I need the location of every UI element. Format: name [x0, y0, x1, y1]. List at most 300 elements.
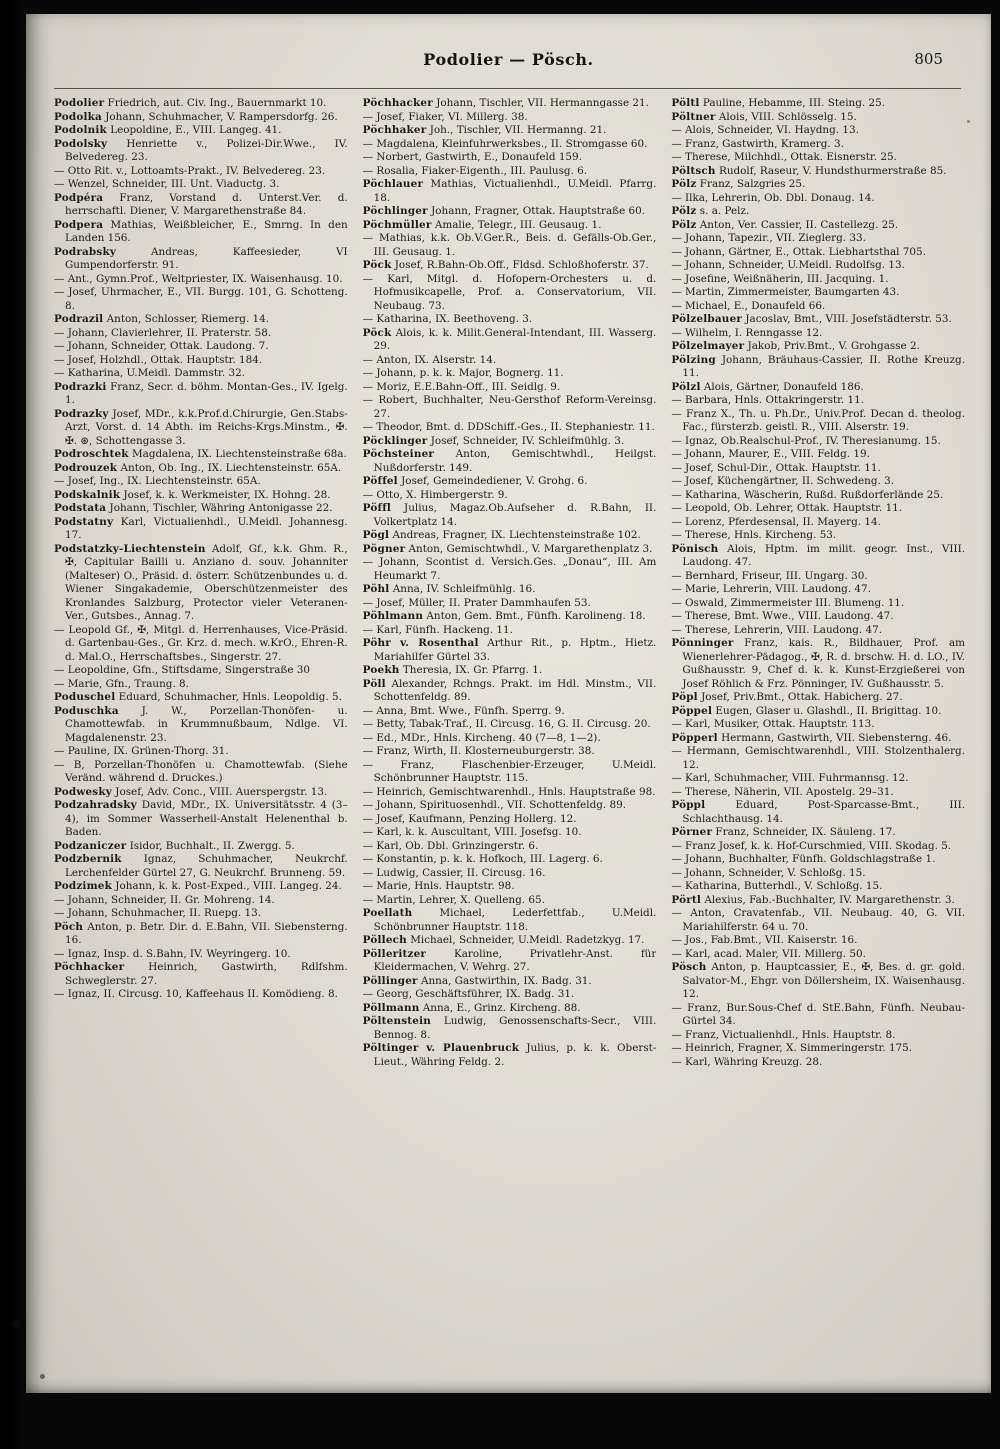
- entry-surname: Podolier: [54, 97, 105, 109]
- entry-dash: —: [362, 394, 374, 406]
- entry-surname: Pöppl: [671, 799, 706, 811]
- entry-surname: Pösch: [671, 961, 707, 973]
- directory-entry: Pöck Alois, k. k. Milit.General-Intendant, III. Wasserg. 29.: [362, 326, 657, 352]
- entry-surname: Pöchlinger: [362, 205, 428, 217]
- directory-entry: Pörtl Alexius, Fab.-Buchhalter, IV. Margarethenstr. 3.: [671, 893, 955, 906]
- directory-entry: — Johann, Schneider, II. Gr. Mohreng. 14.: [54, 893, 275, 906]
- page-number: 805: [914, 50, 943, 68]
- page-title: Podolier — Pösch.: [423, 50, 594, 69]
- directory-entry: — Franz, Victualienhdl., Hnls. Hauptstr. 8.: [671, 1028, 896, 1041]
- directory-entry: — Josef, Küchengärtner, II. Schwedeng. 3.: [671, 475, 895, 487]
- entry-surname: Podolsky: [54, 137, 108, 150]
- entry-surname: Podroschtek: [54, 448, 129, 460]
- entry-surname: Pöch: [54, 920, 84, 933]
- directory-entry: — Karl, Mitgl. d. Hofopern-Orchesters u. d. Hofmusikcapelle, Prof. a. Conservatorium, VII. Neubaug. 73.: [362, 272, 657, 312]
- entry-dash: —: [362, 745, 374, 757]
- directory-entry: — Ignaz, Insp. d. S.Bahn, IV. Weyringerg. 10.: [54, 947, 291, 960]
- directory-entry: — Josef, Schul-Dir., Ottak. Hauptstr. 11.: [671, 461, 881, 474]
- directory-entry: Pösch Anton, p. Hauptcassier, E., ✠, Bes. d. gr. gold. Salvator-M., Ehgr. von Döllersheim, IX. Waisenhausg. 12.: [671, 961, 966, 1000]
- directory-entry: Podstatny Karl, Victualienhdl., U.Meidl. Johannesg. 17.: [54, 515, 348, 541]
- directory-entry: Pölz s. a. Pelz.: [671, 205, 750, 217]
- entry-surname: Pöchlauer: [362, 178, 424, 190]
- directory-entry: — Therese, Bmt. Wwe., VIII. Laudong. 47.: [671, 610, 894, 622]
- entry-surname: Pölzl: [671, 380, 701, 393]
- entry-dash: —: [362, 151, 374, 163]
- directory-entry: — Katharina, Wäscherin, Rußd. Rußdorferlände 25.: [671, 488, 944, 501]
- entry-dash: —: [671, 866, 682, 879]
- directory-entry: — Hermann, Gemischtwarenhdl., VIII. Stolzenthalerg. 12.: [671, 745, 966, 771]
- entry-surname: Pöppel: [671, 704, 713, 717]
- directory-entry: Pöchhaker Joh., Tischler, VII. Hermanng. 21.: [362, 124, 607, 136]
- entry-surname: Pöchhacker: [54, 961, 125, 973]
- entry-surname: Pöffl: [362, 502, 392, 514]
- directory-entry: Pöllmann Anna, E., Grinz. Kircheng. 88.: [362, 1001, 581, 1014]
- directory-entry: Pöpperl Hermann, Gastwirth, VII. Siebensterng. 46.: [671, 731, 952, 744]
- entry-surname: Pöffel: [362, 475, 398, 487]
- entry-dash: —: [671, 880, 682, 892]
- directory-entry: — Anton, IX. Alserstr. 14.: [362, 353, 497, 366]
- entry-dash: —: [671, 1042, 682, 1054]
- entry-surname: Pörtl: [671, 893, 702, 906]
- directory-entry: — Heinrich, Fragner, X. Simmeringerstr. 175.: [671, 1042, 913, 1054]
- entry-dash: —: [671, 583, 682, 595]
- directory-entry: Poduschel Eduard, Schuhmacher, Hnls. Leopoldig. 5.: [54, 691, 342, 703]
- directory-entry: — Karl, Schuhmacher, VIII. Fuhrmannsg. 12.: [671, 772, 909, 784]
- entry-surname: Pöltenstein: [362, 1015, 432, 1027]
- directory-entry: — Robert, Buchhalter, Neu-Gersthof Reform-Vereinsg. 27.: [362, 394, 657, 420]
- scan-artifact: [967, 120, 970, 123]
- directory-entry: — Michael, E., Donaufeld 66.: [671, 299, 826, 312]
- directory-entry: Podrazky Josef, MDr., k.k.Prof.d.Chirurgie, Gen.Stabs-Arzt, Vorst. d. 14 Abth. im Reichs-Krgs.Minstm., ✠. ✠. ⊛, Schottengasse 3.: [54, 407, 348, 447]
- entry-dash: —: [671, 137, 682, 150]
- entry-dash: —: [362, 421, 374, 433]
- directory-entry: Pöll Alexander, Rchngs. Prakt. im Hdl. Minstm., VII. Schottenfeldg. 89.: [362, 677, 657, 703]
- entry-surname: Poduschel: [54, 691, 116, 703]
- entry-surname: Pölzelmayer: [671, 340, 745, 352]
- entry-surname: Podzbernik: [54, 853, 122, 865]
- directory-entry: Pölzl Alois, Gärtner, Donaufeld 186.: [671, 380, 864, 393]
- directory-entry: Poellath Michael, Lederfettfab., U.Meidl. Schönbrunner Hauptstr. 118.: [362, 907, 657, 933]
- directory-entry: — Norbert, Gastwirth, E., Donaufeld 159.: [362, 151, 582, 163]
- directory-entry: Pöllech Michael, Schneider, U.Meidl. Radetzkyg. 17.: [362, 934, 645, 946]
- entry-dash: —: [671, 515, 682, 528]
- entry-surname: Pölz: [671, 205, 697, 217]
- entry-dash: —: [362, 839, 374, 852]
- entry-dash: —: [362, 164, 374, 177]
- entry-surname: Pönninger: [671, 637, 734, 649]
- directory-entry: Pögner Anton, Gemischtwhdl., V. Margarethenplatz 3.: [362, 542, 653, 555]
- directory-entry: Podstatzky-Liechtenstein Adolf, Gf., k.k. Ghm. R., ✠, Capitular Bailli u. Anziano d. souv. Johanniter (Malteser) O., Präsid. d. österr. Schützenbundes u. d. Wiener Singakademie, Oberschützenmeister des Kronlandes Salzburg, Protector vieler Veteranen-Ver., Gutsbes., Annag. 7.: [54, 542, 348, 622]
- entry-surname: Pöll: [362, 677, 386, 690]
- directory-entry: — Karl, acad. Maler, VII. Millerg. 50.: [671, 947, 866, 960]
- directory-columns: [26, 89, 991, 1357]
- entry-dash: —: [671, 947, 682, 960]
- entry-dash: —: [671, 745, 682, 757]
- directory-entry: — Karl, Währing Kreuzg. 28.: [671, 1055, 823, 1068]
- paper-page: [26, 14, 991, 1393]
- entry-dash: —: [362, 988, 374, 1000]
- entry-surname: Podrouzek: [54, 461, 118, 474]
- directory-entry: — Franz X., Th. u. Ph.Dr., Univ.Prof. Decan d. theolog. Fac., fürsterzb. geistl. R., VIII. Alserstr. 19.: [671, 407, 966, 433]
- directory-entry: Pönninger Franz, kais. R., Bildhauer, Prof. am Wienerlehrer-Pädagog., ✠, R. d. brschw. H. d. LO., IV. Gußhausstr. 9, Chef d. k. k. Kunst-Erzgießerei von Josef Röhlich & Frz. Pönninger, IV. Gußhausstr. 5.: [671, 637, 966, 690]
- entry-surname: Pöpperl: [671, 731, 718, 744]
- directory-entry: — Ignaz, II. Circusg. 10, Kaffeehaus II. Komödieng. 8.: [54, 988, 338, 1000]
- directory-entry: Podskalnik Josef, k. k. Werkmeister, IX. Hohng. 28.: [54, 488, 331, 501]
- directory-entry: — Barbara, Hnls. Ottakringerstr. 11.: [671, 394, 865, 406]
- entry-surname: Pölz: [671, 178, 697, 190]
- entry-surname: Podrazki: [54, 380, 107, 393]
- entry-surname: Podrabsky: [54, 245, 117, 258]
- directory-entry: — Josef, Ing., IX. Liechtensteinstr. 65A.: [54, 475, 261, 487]
- entry-dash: —: [54, 677, 65, 690]
- entry-surname: Pöchmüller: [362, 218, 432, 231]
- directory-entry: — Marie, Hnls. Hauptstr. 98.: [362, 880, 515, 892]
- directory-entry: — Pauline, IX. Grünen-Thorg. 31.: [54, 745, 229, 757]
- directory-entry: — Marie, Lehrerin, VIII. Laudong. 47.: [671, 583, 871, 595]
- entry-surname: Poduschka: [54, 704, 119, 717]
- entry-surname: Pöllinger: [362, 974, 418, 987]
- directory-entry: Poduschka J. W., Porzellan-Thonöfen- u. Chamottewfab. in Krummnußbaum, Ndlge. VI. Magdalenenstr. 23.: [54, 704, 348, 744]
- directory-entry: Pöcklinger Josef, Schneider, IV. Schleifmühlg. 3.: [362, 434, 625, 447]
- book-spine-shadow: [0, 0, 26, 1449]
- entry-surname: Pöllech: [362, 934, 407, 946]
- entry-dash: —: [54, 353, 65, 366]
- directory-entry: Podroschtek Magdalena, IX. Liechtensteinstraße 68a.: [54, 448, 347, 460]
- entry-dash: —: [671, 623, 682, 636]
- entry-dash: —: [671, 299, 682, 312]
- entry-dash: —: [362, 812, 374, 825]
- entry-surname: Pöchhacker: [362, 97, 433, 109]
- entry-surname: Pögl: [362, 529, 390, 541]
- directory-entry: Podpéra Franz, Vorstand d. Unterst.Ver. d. herrschaftl. Diener, V. Margarethenstraße 84.: [54, 191, 348, 217]
- directory-entry: — B, Porzellan-Thonöfen u. Chamottewfab. (Siehe Veränd. während d. Druckes.): [54, 758, 348, 784]
- directory-entry: Pöltner Alois, VIII. Schlösselg. 15.: [671, 110, 857, 123]
- directory-entry: — Johann, Scontist d. Versich.Ges. „Donau“, III. Am Heumarkt 7.: [362, 556, 657, 582]
- directory-entry: — Ant., Gymn.Prof., Weltpriester, IX. Waisenhausg. 10.: [54, 272, 343, 285]
- entry-dash: —: [671, 785, 682, 798]
- directory-entry: — Johann, Schneider, V. Schloßg. 15.: [671, 866, 866, 879]
- entry-dash: —: [362, 826, 374, 838]
- entry-dash: —: [54, 178, 65, 190]
- entry-surname: Pöltner: [671, 110, 716, 123]
- directory-entry: Podwesky Josef, Adv. Conc., VIII. Auerspergstr. 13.: [54, 785, 328, 798]
- directory-entry: Pölzing Johann, Bräuhaus-Cassier, II. Rothe Kreuzg. 11.: [671, 353, 966, 379]
- directory-entry: Pölleritzer Karoline, Privatlehr-Anst. für Kleidermachen, V. Wehrg. 27.: [362, 947, 657, 973]
- entry-surname: Podrazil: [54, 313, 104, 325]
- directory-entry: — Josef, Uhrmacher, E., VII. Burgg. 101, G. Schotteng. 8.: [54, 286, 348, 312]
- directory-entry: — Rosalia, Fiaker-Eigenth., III. Paulusg. 6.: [362, 164, 588, 177]
- directory-entry: — Franz Josef, k. k. Hof-Curschmied, VIII. Skodag. 5.: [671, 839, 952, 852]
- entry-dash: —: [54, 988, 65, 1000]
- directory-entry: — Johann, Tapezir., VII. Zieglerg. 33.: [671, 232, 866, 244]
- entry-surname: Podwesky: [54, 785, 112, 798]
- directory-entry: Pöchmüller Amalie, Telegr., III. Geusaug. 1.: [362, 218, 602, 231]
- directory-entry: Podolnik Leopoldine, E., VIII. Langeg. 41.: [54, 124, 282, 136]
- entry-dash: —: [671, 718, 682, 730]
- entry-surname: Pölzelbauer: [671, 313, 743, 325]
- directory-entry: — Lorenz, Pferdesensal, II. Mayerg. 14.: [671, 515, 881, 528]
- entry-dash: —: [362, 556, 374, 568]
- directory-entry: Podzbernik Ignaz, Schuhmacher, Neukrchf. Lerchenfelder Gürtel 27, G. Neukrchf. Brunneng. 59.: [54, 853, 348, 879]
- entry-dash: —: [362, 488, 374, 501]
- directory-entry: — Johann, Schneider, U.Meidl. Rudolfsg. 13.: [671, 259, 905, 271]
- directory-entry: Pörner Franz, Schneider, IX. Säuleng. 17.: [671, 826, 896, 838]
- directory-entry: — Johann, Schuhmacher, II. Ruepg. 13.: [54, 907, 262, 919]
- entry-dash: —: [362, 313, 374, 325]
- entry-dash: —: [362, 866, 374, 879]
- entry-surname: Poekh: [362, 664, 400, 676]
- entry-surname: Podolnik: [54, 124, 107, 136]
- entry-surname: Podskalnik: [54, 488, 121, 501]
- scan-artifact: [40, 1374, 45, 1379]
- entry-dash: —: [362, 704, 374, 717]
- directory-entry: — Ignaz, Ob.Realschul-Prof., IV. Theresianumg. 15.: [671, 434, 941, 447]
- entry-surname: Podpéra: [54, 191, 104, 204]
- directory-entry: Pönisch Alois, Hptm. im milit. geogr. Inst., VIII. Laudong. 47.: [671, 542, 966, 568]
- directory-entry: Pöck Josef, R.Bahn-Ob.Off., Fldsd. Schloßhoferstr. 37.: [362, 259, 649, 271]
- entry-dash: —: [362, 623, 374, 636]
- entry-dash: —: [671, 124, 682, 136]
- entry-dash: —: [54, 907, 65, 919]
- directory-entry: Pölz Anton, Ver. Cassier, II. Castellezg. 25.: [671, 218, 899, 231]
- entry-dash: —: [54, 272, 65, 285]
- directory-entry: — Wenzel, Schneider, III. Unt. Viaductg. 3.: [54, 178, 280, 190]
- entry-dash: —: [671, 1001, 682, 1014]
- entry-dash: —: [54, 340, 65, 352]
- directory-entry: — Johann, Clavierlehrer, II. Praterstr. 58.: [54, 326, 272, 339]
- entry-dash: —: [362, 380, 374, 393]
- directory-entry: Pöppel Eugen, Glaser u. Glashdl., II. Brigittag. 10.: [671, 704, 942, 717]
- entry-dash: —: [54, 745, 65, 757]
- entry-dash: —: [671, 502, 682, 514]
- entry-dash: —: [362, 718, 374, 730]
- directory-entry: — Leopold Gf., ✠, Mitgl. d. Herrenhauses, Vice-Präsid. d. Gartenbau-Ges., Gr. Krz. d. mech. w.KrO., Ehren-R. d. Mal.O., Herrschaftsbes., Singerstr. 27.: [54, 623, 348, 663]
- entry-dash: —: [54, 947, 65, 960]
- entry-surname: Pönisch: [671, 542, 719, 555]
- entry-surname: Pöltsch: [671, 164, 716, 177]
- directory-entry: — Ludwig, Cassier, II. Circusg. 16.: [362, 866, 546, 879]
- directory-entry: Pöchlinger Johann, Fragner, Ottak. Hauptstraße 60.: [362, 205, 646, 217]
- entry-surname: Poellath: [362, 907, 413, 919]
- entry-dash: —: [671, 286, 682, 298]
- directory-entry: — Georg, Geschäftsführer, IX. Badg. 31.: [362, 988, 575, 1000]
- directory-entry: Pöppl Eduard, Post-Sparcasse-Bmt., III. Schlachthausg. 14.: [671, 799, 966, 825]
- directory-entry: — Leopoldine, Gfn., Stiftsdame, Singerstraße 30: [54, 664, 311, 676]
- entry-surname: Pöltl: [671, 97, 700, 109]
- directory-entry: Podrabsky Andreas, Kaffeesieder, VI Gumpendorferstr. 91.: [54, 245, 348, 271]
- entry-dash: —: [671, 1055, 682, 1068]
- directory-entry: — Franz, Gastwirth, Kramerg. 3.: [671, 137, 844, 150]
- directory-entry: — Therese, Lehrerin, VIII. Laudong. 47.: [671, 623, 883, 636]
- entry-dash: —: [362, 785, 374, 798]
- entry-surname: Pölzing: [671, 353, 716, 366]
- directory-entry: — Johann, Gärtner, E., Ottak. Liebhartsthal 705.: [671, 245, 926, 258]
- directory-entry: Pöltinger v. Plauenbruck Julius, p. k. k. Oberst-Lieut., Währing Feldg. 2.: [362, 1042, 657, 1068]
- entry-dash: —: [671, 434, 682, 447]
- directory-entry: — Betty, Tabak-Traf., II. Circusg. 16, G. II. Circusg. 20.: [362, 718, 651, 730]
- directory-entry: — Franz, Wirth, II. Klosterneuburgerstr. 38.: [362, 745, 595, 757]
- directory-entry: — Karl, Musiker, Ottak. Hauptstr. 113.: [671, 718, 875, 730]
- entry-surname: Podzahradsky: [54, 799, 137, 811]
- entry-dash: —: [362, 880, 374, 892]
- entry-dash: —: [671, 596, 682, 609]
- directory-entry: Pöhr v. Rosenthal Arthur Rit., p. Hptm., Hietz. Mariahilfer Gürtel 33.: [362, 637, 657, 663]
- directory-entry: — Franz, Flaschenbier-Erzeuger, U.Meidl. Schönbrunner Hauptstr. 115.: [362, 758, 657, 784]
- directory-entry: — Karl, k. k. Auscultant, VIII. Josefsg. 10.: [362, 826, 582, 838]
- directory-entry: Podolka Johann, Schuhmacher, V. Rampersdorfg. 26.: [54, 110, 338, 123]
- entry-dash: —: [671, 569, 682, 582]
- entry-dash: —: [362, 799, 374, 811]
- entry-dash: —: [671, 259, 682, 271]
- entry-surname: Podpera: [54, 218, 104, 231]
- entry-dash: —: [54, 893, 65, 906]
- directory-entry: — Jos., Fab.Bmt., VII. Kaiserstr. 16.: [671, 934, 858, 946]
- directory-entry: — Josef, Kaufmann, Penzing Hollerg. 12.: [362, 812, 577, 825]
- entry-surname: Pöpl: [671, 691, 698, 703]
- directory-entry: Poekh Theresia, IX. Gr. Pfarrg. 1.: [362, 664, 543, 676]
- directory-entry: Pöpl Josef, Priv.Bmt., Ottak. Habicherg. 27.: [671, 691, 903, 703]
- directory-entry: — Bernhard, Friseur, III. Ungarg. 30.: [671, 569, 868, 582]
- entry-dash: —: [671, 272, 682, 285]
- directory-entry: — Therese, Hnls. Kircheng. 53.: [671, 529, 837, 541]
- entry-surname: Pöhr v. Rosenthal: [362, 637, 479, 649]
- scan-artifact: [12, 1320, 21, 1329]
- directory-entry: Pöllinger Anna, Gastwirthin, IX. Badg. 31.: [362, 974, 592, 987]
- entry-surname: Pöltinger v. Plauenbruck: [362, 1042, 520, 1054]
- directory-entry: Pölzelmayer Jakob, Priv.Bmt., V. Grohgasse 2.: [671, 340, 920, 352]
- directory-entry: Pöhl Anna, IV. Schleifmühlg. 16.: [362, 583, 536, 595]
- directory-entry: Podpera Mathias, Weißbleicher, E., Smrng. In den Landen 156.: [54, 218, 348, 244]
- directory-entry: — Katharina, IX. Beethoveng. 3.: [362, 313, 533, 325]
- directory-entry: — Magdalena, Kleinfuhrwerksbes., II. Stromgasse 60.: [362, 137, 648, 150]
- entry-surname: Podstata: [54, 502, 107, 514]
- entry-dash: —: [54, 326, 65, 339]
- entry-dash: —: [671, 461, 682, 474]
- directory-entry: — Katharina, U.Meidl. Dammstr. 32.: [54, 367, 245, 379]
- entry-dash: —: [671, 191, 682, 204]
- entry-dash: —: [362, 272, 374, 285]
- directory-entry: Podzahradsky David, MDr., IX. Universitätsstr. 4 (3–4), im Sommer Wasserheil-Anstalt Helenenthal b. Baden.: [54, 799, 348, 838]
- directory-entry: — Josefine, Weißnäherin, III. Jacquing. 1.: [671, 272, 889, 285]
- entry-surname: Pöck: [362, 259, 392, 271]
- entry-dash: —: [671, 610, 682, 622]
- entry-dash: —: [54, 758, 65, 771]
- directory-entry: Pölz Franz, Salzgries 25.: [671, 178, 806, 190]
- directory-entry: Pöch Anton, p. Betr. Dir. d. E.Bahn, VII. Siebensterng. 16.: [54, 920, 348, 946]
- entry-dash: —: [671, 1028, 682, 1041]
- directory-entry: Pöchhacker Heinrich, Gastwirth, Rdlfshm. Schweglerstr. 27.: [54, 961, 348, 987]
- entry-surname: Pöchhaker: [362, 124, 427, 136]
- entry-surname: Podzimek: [54, 880, 112, 892]
- entry-surname: Pölz: [671, 218, 697, 231]
- entry-dash: —: [362, 232, 374, 244]
- directory-entry: Podrazil Anton, Schlosser, Riemerg. 14.: [54, 313, 270, 325]
- entry-surname: Podrazky: [54, 407, 109, 420]
- directory-entry: — Konstantin, p. k. k. Hofkoch, III. Lagerg. 6.: [362, 853, 603, 865]
- entry-dash: —: [54, 475, 65, 487]
- entry-dash: —: [54, 623, 65, 636]
- entry-dash: —: [362, 596, 374, 609]
- directory-entry: Podrazki Franz, Secr. d. böhm. Montan-Ges., IV. Igelg. 1.: [54, 380, 348, 406]
- entry-surname: Pörner: [671, 826, 713, 838]
- directory-entry: — Heinrich, Gemischtwarenhdl., Hnls. Hauptstraße 98.: [362, 785, 656, 798]
- entry-surname: Pöllmann: [362, 1001, 420, 1014]
- directory-entry: Podrouzek Anton, Ob. Ing., IX. Liechtensteinstr. 65A.: [54, 461, 342, 474]
- directory-entry: — Otto Rit. v., Lottoamts-Prakt., IV. Belvedereg. 23.: [54, 164, 326, 177]
- entry-dash: —: [671, 394, 682, 406]
- directory-entry: Podzimek Johann, k. k. Post-Exped., VIII. Langeg. 24.: [54, 880, 342, 892]
- page-header: [26, 14, 991, 84]
- directory-entry: — Franz, Bur.Sous-Chef d. StE.Bahn, Fünfh. Neubau-Gürtel 34.: [671, 1001, 966, 1027]
- entry-dash: —: [362, 853, 374, 865]
- entry-dash: —: [362, 137, 374, 150]
- directory-entry: — Ilka, Lehrerin, Ob. Dbl. Donaug. 14.: [671, 191, 875, 204]
- directory-entry: — Moriz, E.E.Bahn-Off., III. Seidlg. 9.: [362, 380, 561, 393]
- entry-dash: —: [671, 326, 682, 339]
- directory-entry: — Karl, Fünfh. Hackeng. 11.: [362, 623, 513, 636]
- directory-entry: — Anton, Cravatenfab., VII. Neubaug. 40, G. VII. Mariahilferstr. 64 u. 70.: [671, 907, 966, 933]
- entry-surname: Pögner: [362, 542, 406, 555]
- directory-entry: — Oswald, Zimmermeister III. Blumeng. 11.: [671, 596, 905, 609]
- directory-entry: — Katharina, Butterhdl., V. Schloßg. 15.: [671, 880, 883, 892]
- directory-entry: Pögl Andreas, Fragner, IX. Liechtensteinstraße 102.: [362, 529, 641, 541]
- directory-entry: — Anna, Bmt. Wwe., Fünfh. Sperrg. 9.: [362, 704, 565, 717]
- directory-entry: Pöchsteiner Anton, Gemischtwhdl., Heilgst. Nußdorferstr. 149.: [362, 448, 657, 474]
- entry-dash: —: [671, 853, 682, 865]
- entry-dash: —: [671, 529, 682, 541]
- directory-entry: — Johann, Maurer, E., VIII. Feldg. 19.: [671, 448, 870, 460]
- entry-surname: Pöcklinger: [362, 434, 428, 447]
- directory-entry: Podolier Friedrich, aut. Civ. Ing., Bauernmarkt 10.: [54, 97, 327, 109]
- entry-surname: Pölleritzer: [362, 947, 427, 960]
- directory-entry: Pöchhacker Johann, Tischler, VII. Hermanngasse 21.: [362, 97, 649, 109]
- directory-entry: — Therese, Näherin, VII. Apostelg. 29–31.: [671, 785, 894, 798]
- entry-dash: —: [362, 731, 374, 744]
- column-2: [363, 97, 657, 1357]
- entry-surname: Podzaniczer: [54, 839, 127, 852]
- directory-entry: — Wilhelm, I. Renngasse 12.: [671, 326, 823, 339]
- entry-surname: Podolka: [54, 110, 102, 123]
- entry-dash: —: [671, 488, 682, 501]
- entry-dash: —: [671, 151, 682, 163]
- directory-entry: — Marie, Gfn., Traung. 8.: [54, 677, 189, 690]
- entry-dash: —: [671, 407, 682, 420]
- directory-entry: — Leopold, Ob. Lehrer, Ottak. Hauptstr. 11.: [671, 502, 903, 514]
- entry-dash: —: [671, 839, 682, 852]
- directory-entry: — Karl, Ob. Dbl. Grinzingerstr. 6.: [362, 839, 539, 852]
- directory-entry: — Otto, X. Himbergerstr. 9.: [362, 488, 508, 501]
- entry-dash: —: [671, 245, 682, 258]
- directory-entry: Pöffl Julius, Magaz.Ob.Aufseher d. R.Bahn, II. Volkertplatz 14.: [362, 502, 657, 528]
- directory-entry: — Josef, Fiaker, VI. Millerg. 38.: [362, 110, 528, 123]
- entry-dash: —: [671, 475, 682, 487]
- directory-entry: — Josef, Müller, II. Prater Dammhaufen 53.: [362, 596, 591, 609]
- directory-entry: — Mathias, k.k. Ob.V.Ger.R., Beis. d. Gefälls-Ob.Ger., III. Geusaug. 1.: [362, 232, 657, 258]
- directory-entry: Pöhlmann Anton, Gem. Bmt., Fünfh. Karolineng. 18.: [362, 610, 646, 622]
- directory-entry: — Johann, Schneider, Ottak. Laudong. 7.: [54, 340, 269, 352]
- directory-entry: — Josef, Holzhdl., Ottak. Hauptstr. 184.: [54, 353, 263, 366]
- entry-dash: —: [671, 934, 682, 946]
- directory-entry: — Martin, Lehrer, X. Quelleng. 65.: [362, 893, 545, 906]
- directory-entry: Pöffel Josef, Gemeindediener, V. Grohg. 6.: [362, 475, 588, 487]
- directory-entry: — Johann, p. k. k. Major, Bognerg. 11.: [362, 367, 564, 379]
- entry-dash: —: [54, 367, 65, 379]
- directory-entry: Pöchlauer Mathias, Victualienhdl., U.Meidl. Pfarrg. 18.: [362, 178, 657, 204]
- directory-entry: — Alois, Schneider, VI. Haydng. 13.: [671, 124, 859, 136]
- entry-dash: —: [362, 758, 374, 771]
- entry-surname: Pöck: [362, 326, 392, 339]
- directory-entry: — Ed., MDr., Hnls. Kircheng. 40 (7—8, 1—2).: [362, 731, 601, 744]
